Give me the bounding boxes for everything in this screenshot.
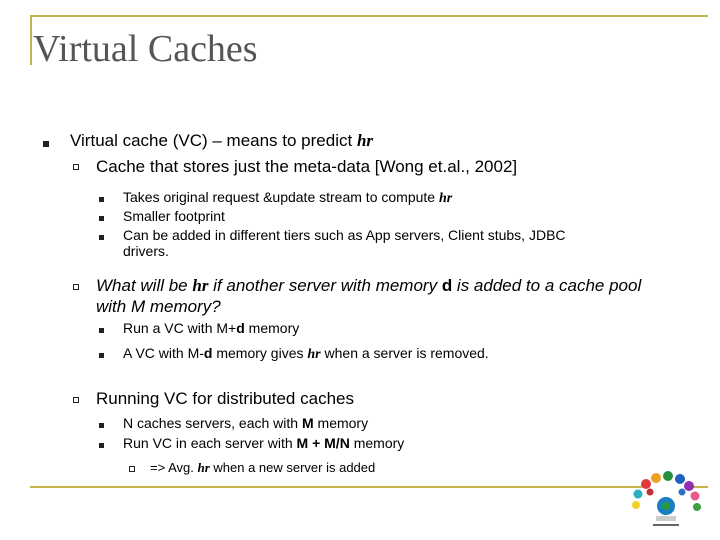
bullet-square-icon [43,141,49,147]
bullet-smaller-footprint: Smaller footprint [123,208,225,224]
bullet-hollow-square-icon [73,397,79,403]
top-rule [30,15,708,17]
bullet-takes-original: Takes original request &update stream to compute hr [123,189,453,206]
bullet-square-icon [99,197,104,202]
bullet-square-icon [99,443,104,448]
bullet-square-icon [99,328,104,333]
bullet-square-icon [99,216,104,221]
bottom-rule [30,486,708,488]
bullet-vc-m-minus-d: A VC with M-d memory gives hr when a server is removed. [123,345,489,362]
bullet-what-will-be: What will be hr if another server with memory d is added to a cache pool [96,276,642,295]
bullet-run-vc-m-plus-d: Run a VC with M+d memory [123,320,300,336]
bullet-different-tiers: Can be added in different tiers such as App servers, Client stubs, JDBC [123,227,566,243]
bullet-square-icon [99,353,104,358]
bullet-n-caches: N caches servers, each with M memory [123,415,369,431]
bullet-hollow-square-icon [73,164,79,170]
bullet-square-icon [99,235,104,240]
bullet-what-will-be-cont: with M memory? [96,297,221,316]
peacock-logo-icon [626,468,706,538]
bullet-different-tiers-cont: drivers. [123,243,169,259]
title-left-rule [30,15,32,65]
hr-symbol: hr [356,131,374,150]
bullet-hollow-square-icon [73,284,79,290]
bullet-running-vc: Running VC for distributed caches [96,389,354,408]
bullet-run-vc-each: Run VC in each server with M + M/N memory [123,435,405,451]
slide-title: Virtual Caches [33,28,258,70]
bullet-hollow-square-icon [129,466,135,472]
bullet-cache-metadata: Cache that stores just the meta-data [Wong et.al., 2002] [96,157,518,176]
bullet-virtual-cache: Virtual cache (VC) – means to predict hr [70,131,374,150]
bullet-avg-hr: => Avg. hr when a new server is added [150,460,376,475]
bullet-square-icon [99,423,104,428]
